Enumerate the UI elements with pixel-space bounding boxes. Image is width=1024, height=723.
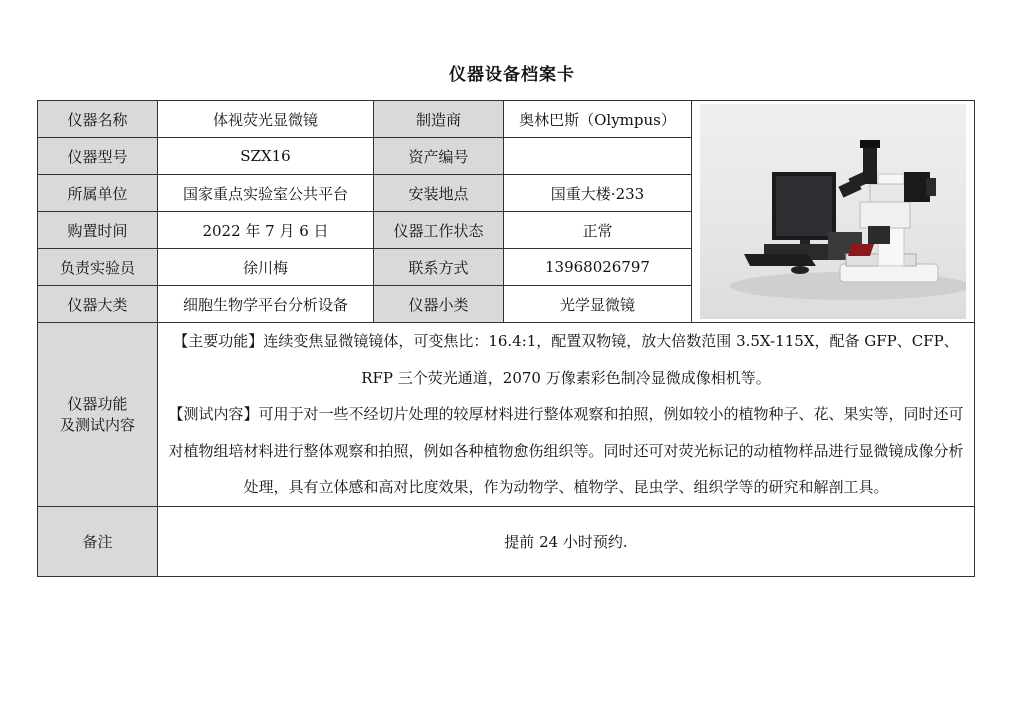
main-function-text: 连续变焦显微镜镜体，可变焦比：16.4:1，配置双物镜，放大倍数范围 3.5X-115X，配备 GFP、CFP、RFP 三个荧光通道，2070 万像素彩色制冷显微成像相机等。: [263, 332, 959, 387]
label-cell: 仪器工作状态: [374, 212, 504, 249]
label-cell: 仪器小类: [374, 286, 504, 323]
label-cell: 购置时间: [38, 212, 158, 249]
label-cell: 资产编号: [374, 138, 504, 175]
instrument-photo-cell: [692, 101, 975, 323]
value-cell: 体视荧光显微镜: [158, 101, 374, 138]
value-cell: 国家重点实验室公共平台: [158, 175, 374, 212]
label-cell: 仪器名称: [38, 101, 158, 138]
instrument-card-table: [37, 100, 975, 577]
remark-label-cell: 备注: [38, 506, 158, 576]
value-cell: 光学显微镜: [504, 286, 692, 323]
value-cell: [504, 138, 692, 175]
remark-row: [38, 506, 975, 576]
test-content-paragraph: [162, 396, 970, 506]
label-cell: 仪器大类: [38, 286, 158, 323]
main-function-tag: 【主要功能】: [173, 332, 264, 350]
label-cell: 仪器型号: [38, 138, 158, 175]
function-label-cell: [38, 323, 158, 507]
main-function-paragraph: [162, 323, 970, 396]
remark-content-cell: 提前 24 小时预约.: [158, 506, 975, 576]
value-cell: 国重大楼·233: [504, 175, 692, 212]
function-content-cell: [158, 323, 975, 507]
page-title: 仪器设备档案卡: [449, 65, 575, 85]
microscope-icon: [700, 104, 966, 319]
value-cell: SZX16: [158, 138, 374, 175]
label-cell: 安装地点: [374, 175, 504, 212]
function-label-line1: 仪器功能: [67, 395, 128, 414]
table-row: [38, 101, 975, 138]
value-cell: 13968026797: [504, 249, 692, 286]
value-cell: 奥林巴斯（Olympus）: [504, 101, 692, 138]
value-cell: 细胞生物学平台分析设备: [158, 286, 374, 323]
test-content-tag: 【测试内容】: [168, 405, 259, 423]
label-cell: 制造商: [374, 101, 504, 138]
function-row: [38, 323, 975, 507]
function-label-line2: 及测试内容: [59, 416, 135, 435]
label-cell: 负责实验员: [38, 249, 158, 286]
value-cell: 正常: [504, 212, 692, 249]
microscope-photo: [700, 104, 966, 319]
label-cell: 联系方式: [374, 249, 504, 286]
value-cell: 2022 年 7 月 6 日: [158, 212, 374, 249]
label-cell: 所属单位: [38, 175, 158, 212]
value-cell: 徐川梅: [158, 249, 374, 286]
test-content-text: 可用于对一些不经切片处理的较厚材料进行整体观察和拍照，例如较小的植物种子、花、果实等，同时还可对植物组培材料进行整体观察和拍照，例如各种植物愈伤组织等。同时还可对荧光标记的动植物样品进行显微镜成像分析处理，具有立体感和高对比度效果，作为动物学、植物学、昆虫学、组织学等的研究和解剖工具。: [168, 405, 964, 496]
